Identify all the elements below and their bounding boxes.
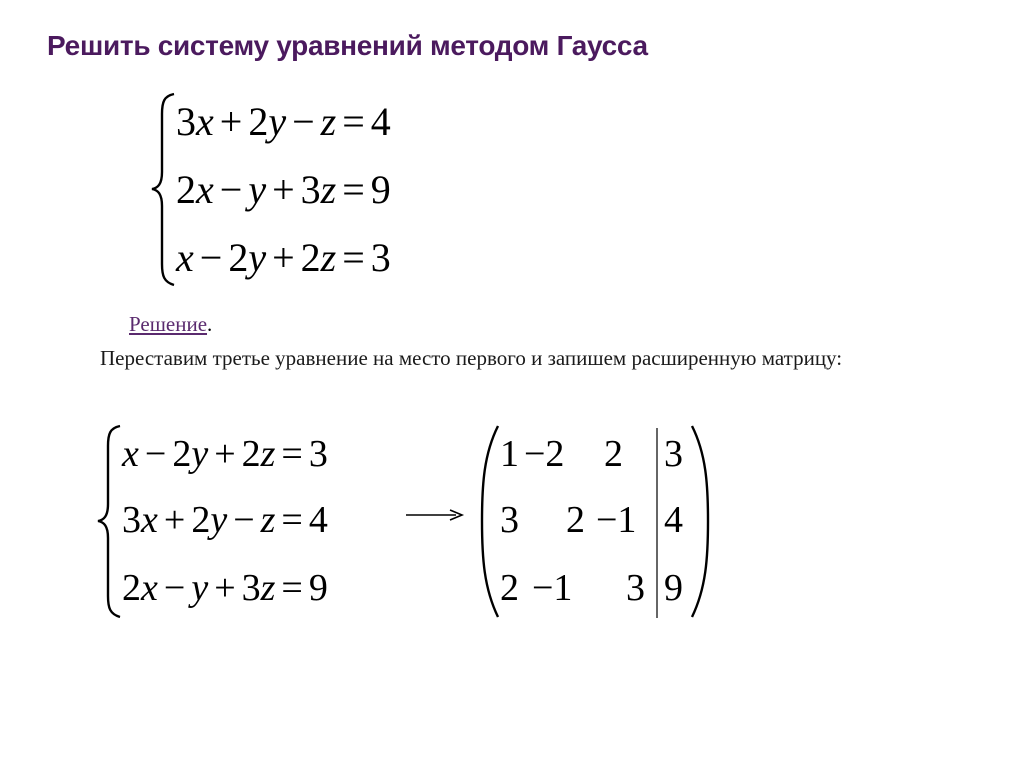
solution-link[interactable]: Решение xyxy=(129,312,208,336)
var-x: x xyxy=(141,499,158,541)
equation-row xyxy=(176,166,391,213)
coef-y: 2 xyxy=(248,99,269,144)
operator: − xyxy=(219,167,243,212)
var-y: y xyxy=(248,235,267,280)
coef-x: 3 xyxy=(122,499,141,541)
var-y: y xyxy=(191,433,209,475)
equals-sign: = xyxy=(342,167,365,212)
var-y: y xyxy=(191,567,209,609)
var-x: x xyxy=(196,167,214,212)
slide-title: Решить систему уравнений методом Гаусса xyxy=(47,30,648,61)
left-paren-icon xyxy=(478,424,500,619)
coef-y: 2 xyxy=(228,235,249,280)
rhs-value: 4 xyxy=(308,499,328,541)
coef-x: 3 xyxy=(176,99,196,144)
right-paren-icon xyxy=(690,424,712,619)
var-z: z xyxy=(260,433,276,475)
equation-row xyxy=(122,498,328,542)
var-x: x xyxy=(122,433,139,475)
solution-period: . xyxy=(207,312,213,336)
coef-z: 3 xyxy=(300,167,321,212)
var-z: z xyxy=(320,99,337,144)
var-x: x xyxy=(196,99,214,144)
coef-x: 2 xyxy=(122,567,141,609)
rhs-value: 3 xyxy=(308,433,328,475)
operator: − xyxy=(233,499,255,541)
solution-heading xyxy=(129,312,212,337)
matrix-cell: 2 xyxy=(566,499,585,541)
matrix-cell: 2 xyxy=(604,433,623,475)
var-y: y xyxy=(248,167,267,212)
operator: − xyxy=(199,235,223,280)
rhs-value: 4 xyxy=(370,99,391,144)
equation-row xyxy=(176,98,391,145)
equals-sign: = xyxy=(342,235,365,280)
coef-y: 2 xyxy=(191,499,211,541)
matrix-cell: 2 xyxy=(500,567,519,609)
equation-row xyxy=(122,566,328,610)
var-y: y xyxy=(210,499,228,541)
coef-x: 2 xyxy=(176,167,196,212)
var-x: x xyxy=(176,235,194,280)
matrix-cell: 3 xyxy=(626,567,645,609)
operator: + xyxy=(214,433,236,475)
augment-separator xyxy=(656,428,660,618)
matrix-cell: −2 xyxy=(524,433,565,475)
operator: + xyxy=(272,235,295,280)
matrix-cell: 3 xyxy=(500,499,519,541)
matrix-cell: 3 xyxy=(664,433,683,475)
var-z: z xyxy=(320,235,337,280)
var-y: y xyxy=(268,99,287,144)
equation-row xyxy=(122,432,328,476)
rhs-value: 9 xyxy=(308,567,328,609)
var-z: z xyxy=(260,499,276,541)
coef-z: 3 xyxy=(241,567,261,609)
operator: − xyxy=(292,99,315,144)
var-x: x xyxy=(141,567,158,609)
right-arrow-icon xyxy=(406,505,466,525)
equals-sign: = xyxy=(281,433,303,475)
operator: + xyxy=(272,167,295,212)
equals-sign: = xyxy=(281,499,303,541)
equals-sign: = xyxy=(281,567,303,609)
equals-sign: = xyxy=(342,99,365,144)
matrix-cell: 4 xyxy=(664,499,683,541)
operator: + xyxy=(214,567,236,609)
rhs-value: 3 xyxy=(370,235,391,280)
var-z: z xyxy=(320,167,337,212)
solution-paragraph: Переставим третье уравнение на место первого и запишем расширенную матрицу: xyxy=(100,346,843,370)
operator: + xyxy=(219,99,243,144)
operator: − xyxy=(144,433,167,475)
matrix-cell: −1 xyxy=(596,499,637,541)
matrix-cell: 1 xyxy=(500,433,519,475)
matrix-cell: 9 xyxy=(664,567,683,609)
coef-z: 2 xyxy=(300,235,321,280)
matrix-cell: −1 xyxy=(532,567,573,609)
rhs-value: 9 xyxy=(370,167,391,212)
operator: + xyxy=(163,499,186,541)
coef-y: 2 xyxy=(172,433,192,475)
coef-z: 2 xyxy=(241,433,261,475)
operator: − xyxy=(163,567,186,609)
var-z: z xyxy=(260,567,276,609)
equation-row xyxy=(176,234,391,281)
